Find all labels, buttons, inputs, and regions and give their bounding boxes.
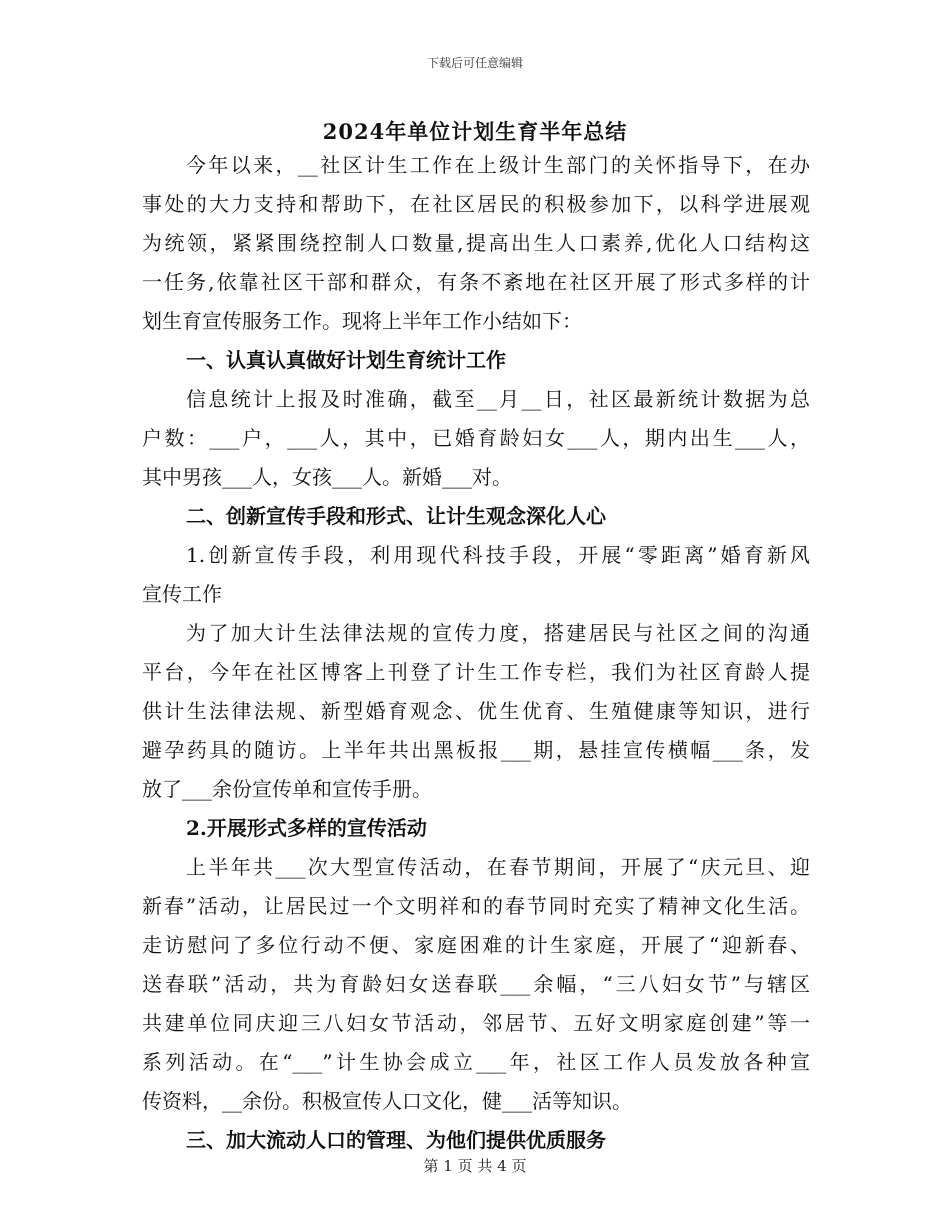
text-line: 信息统计上报及时准确，截至__月__日，社区最新统计数据为总: [186, 387, 810, 411]
text-line: 为统领，紧紧围绕控制人口数量,提高出生人口素养,优化人口结构这: [142, 231, 810, 255]
section-heading: 2.开展形式多样的宣传活动: [186, 816, 427, 840]
text-line: 为了加大计生法律法规的宣传力度，搭建居民与社区之间的沟通: [186, 621, 810, 645]
document-body: [142, 146, 810, 1160]
section-heading: 三、加大流动人口的管理、为他们提供优质服务: [186, 1128, 606, 1152]
text-line: 放了___余份宣传单和宣传手册。: [142, 777, 432, 801]
text-line: 其中男孩___人，女孩___人。新婚___对。: [142, 465, 512, 489]
text-line: 划生育宣传服务工作。现将上半年工作小结如下：: [142, 309, 582, 333]
text-line: 共建单位同庆迎三八妇女节活动，邻居节、五好文明家庭创建”等一: [142, 1011, 810, 1035]
section-heading: 一、认真认真做好计划生育统计工作: [186, 348, 506, 372]
document-title: 2024年单位计划生育半年总结: [322, 119, 628, 144]
text-line: 事处的大力支持和帮助下，在社区居民的积极参加下，以科学进展观: [142, 192, 810, 216]
header-note: 下载后可任意编辑: [426, 56, 523, 70]
text-line: 供计生法律法规、新型婚育观念、优生优育、生殖健康等知识，进行: [142, 699, 810, 723]
text-line: 一任务,依靠社区干部和群众，有条不紊地在社区开展了形式多样的计: [142, 270, 810, 294]
text-line: 今年以来，__社区计生工作在上级计生部门的关怀指导下，在办: [186, 153, 810, 177]
text-line: 送春联”活动，共为育龄妇女送春联___余幅，“三八妇女节”与辖区: [142, 972, 810, 996]
text-line: 上半年共___次大型宣传活动，在春节期间，开展了“庆元旦、迎: [186, 855, 810, 879]
section-heading: 二、创新宣传手段和形式、让计生观念深化人心: [186, 504, 606, 528]
text-line: 新春”活动，让居民过一个文明祥和的春节同时充实了精神文化生活。: [142, 894, 810, 918]
text-line: 传资料，__余份。积极宣传人口文化，健___活等知识。: [142, 1089, 632, 1113]
text-line: 走访慰问了多位行动不便、家庭困难的计生家庭，开展了“迎新春、: [142, 933, 810, 957]
text-line: 避孕药具的随访。上半年共出黑板报___期，悬挂宣传横幅___条，发: [142, 738, 810, 762]
text-line: 平台，今年在社区博客上刊登了计生工作专栏，我们为社区育龄人提: [142, 660, 810, 684]
text-line: 系列活动。在“___”计生协会成立___年，社区工作人员发放各种宣: [142, 1050, 810, 1074]
text-line: 宣传工作: [142, 582, 222, 606]
text-line: 户数：___户，___人，其中，已婚育龄妇女___人，期内出生___人，: [142, 426, 810, 450]
text-line: 1.创新宣传手段，利用现代科技手段，开展“零距离”婚育新风: [186, 543, 810, 567]
page-footer: 第 1 页 共 4 页: [423, 1157, 527, 1175]
